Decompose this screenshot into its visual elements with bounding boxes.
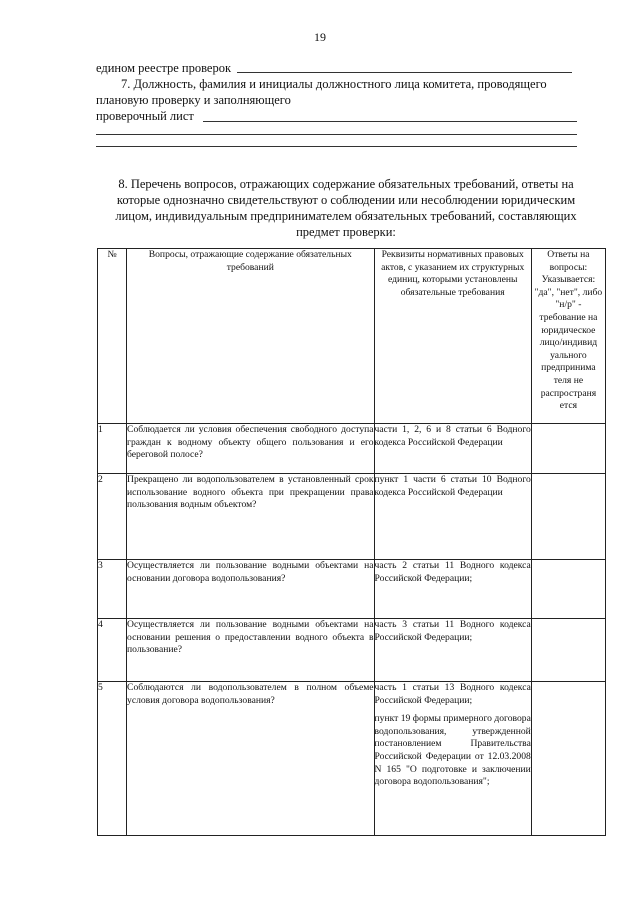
row-answer[interactable] (531, 682, 605, 836)
row-question: Прекращено ли водопользователем в установленный срок использование водного объекта при прекращении права пользования водным объектом? (127, 474, 374, 560)
table-row (98, 424, 606, 474)
row-question: Осуществляется ли пользование водными объектами на основании решения о предоставлении водного объекта в пользование? (127, 619, 374, 682)
table-header-row (98, 249, 606, 424)
section-8-line: предмет проверки: (296, 225, 396, 239)
header-num: № (98, 249, 127, 424)
section-8-title (96, 176, 596, 240)
requirements-table (97, 248, 606, 836)
row-number: 2 (98, 474, 127, 560)
item-7-line-3: проверочный лист (96, 109, 194, 123)
table-row (98, 560, 606, 619)
section-8-line: 8. Перечень вопросов, отражающих содержание обязательных требований, ответы на (118, 177, 574, 191)
header-references: Реквизиты нормативных правовых актов, с указанием их структурных единиц, которыми установлены обязательные требования (374, 249, 531, 424)
section-8-line: которые однозначно свидетельствуют о соблюдении или несоблюдении юридическим (116, 193, 576, 207)
table-row (98, 474, 606, 560)
row-reference-cell (374, 682, 531, 836)
row-answer[interactable] (531, 424, 605, 474)
row-number: 4 (98, 619, 127, 682)
row-answer[interactable] (531, 619, 605, 682)
row-reference-extra: пункт 19 формы примерного договора водопользования, утвержденной постановлением Правительства Российской Федерации от 12.03.2008 N 165 "О подготовке и заключении договора водопользования"; (374, 713, 531, 788)
row-question: Осуществляется ли пользование водными объектами на основании договора водопользования? (127, 560, 374, 619)
table-row (98, 619, 606, 682)
header-questions: Вопросы, отражающие содержание обязательных требований (127, 249, 374, 424)
row-question: Соблюдается ли условия обеспечения свободного доступа граждан к водному объекту общего пользования и его береговой полосе? (127, 424, 374, 474)
fill-in-rule (96, 146, 577, 147)
row-reference: часть 3 статьи 11 Водного кодекса Российской Федерации; (374, 619, 531, 682)
row-reference: пункт 1 части 6 статьи 10 Водного кодекса Российской Федерации (374, 474, 531, 560)
row-reference: часть 2 статьи 11 Водного кодекса Российской Федерации; (374, 560, 531, 619)
row-question: Соблюдаются ли водопользователем в полном объеме условия договора водопользования? (127, 682, 374, 836)
row-number: 3 (98, 560, 127, 619)
fill-in-rule (96, 134, 577, 135)
table-row (98, 682, 606, 836)
row-answer[interactable] (531, 474, 605, 560)
row-number: 1 (98, 424, 127, 474)
fill-in-rule (203, 121, 577, 122)
header-line-registry: едином реестре проверок (96, 61, 232, 75)
header-answers: Ответы на вопросы: Указывается: "да", "нет", либо "н/р" - требование на юридическое лицо/индивид уального предпринима теля не распространя ется (531, 249, 605, 424)
row-number: 5 (98, 682, 127, 836)
item-7-line-1: 7. Должность, фамилия и инициалы должностного лица комитета, проводящего (121, 77, 547, 91)
fill-in-rule (237, 72, 572, 73)
page-number: 19 (314, 30, 326, 44)
row-answer[interactable] (531, 560, 605, 619)
section-8-line: лицом, индивидуальным предпринимателем обязательных требований, составляющих (115, 209, 577, 223)
item-7-line-2: плановую проверку и заполняющего (96, 93, 291, 107)
row-reference: части 1, 2, 6 и 8 статьи 6 Водного кодекса Российской Федерации (374, 424, 531, 474)
row-reference: часть 1 статьи 13 Водного кодекса Российской Федерации; (374, 682, 531, 706)
